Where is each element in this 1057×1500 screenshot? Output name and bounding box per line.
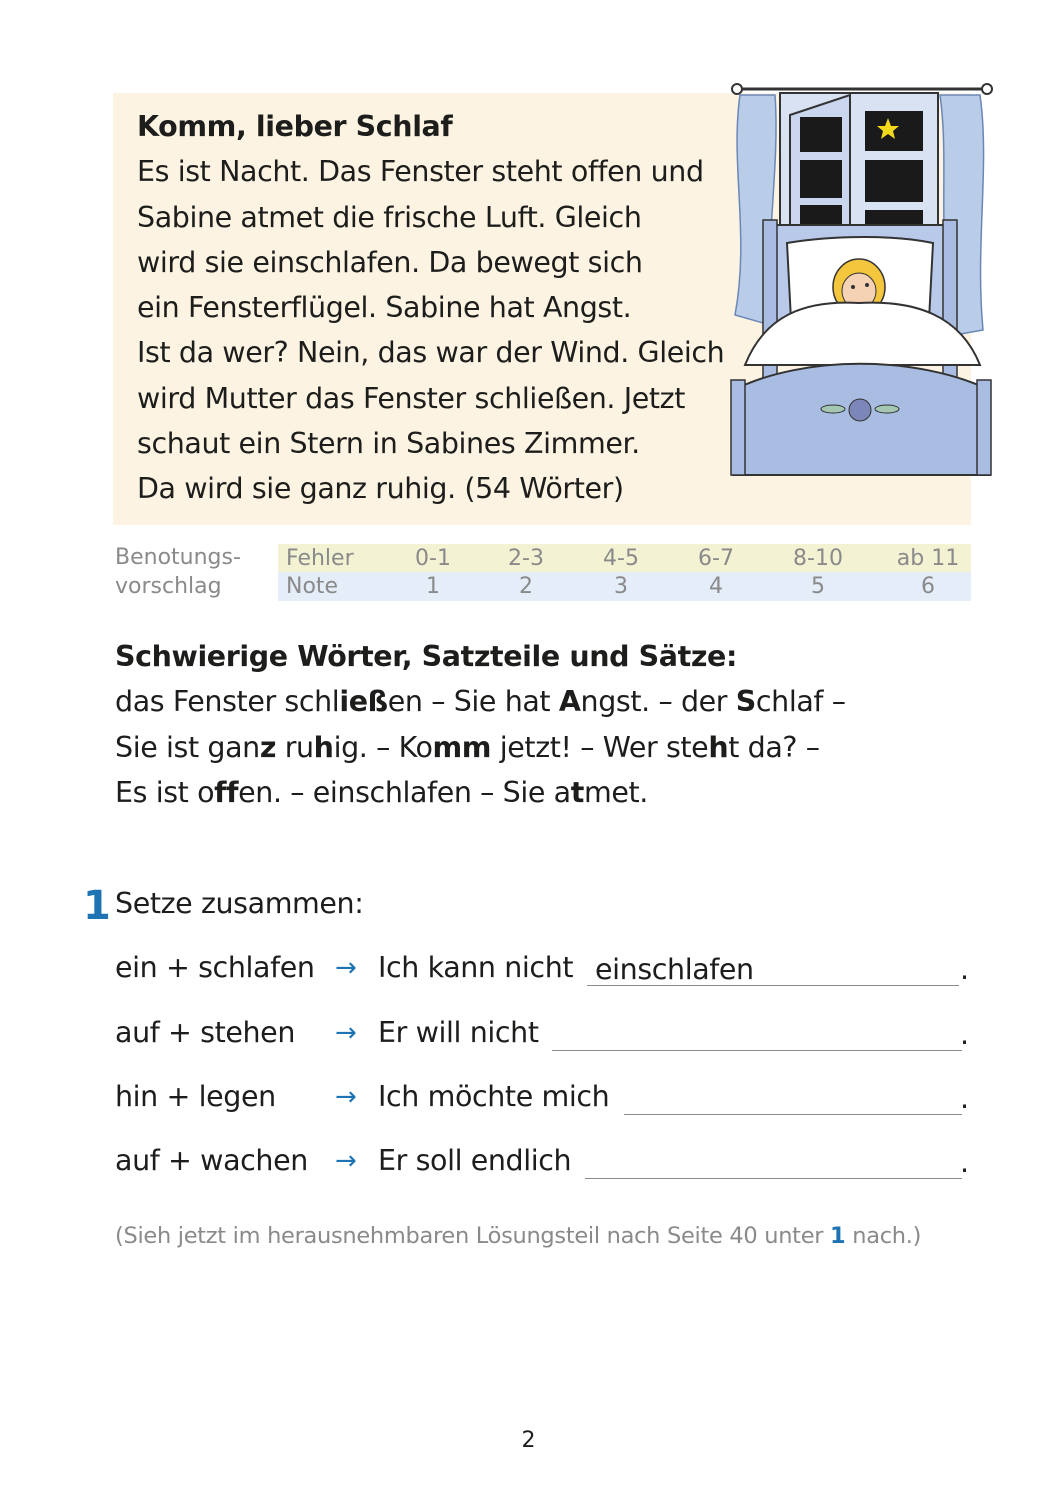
notes-cell: 2 bbox=[519, 574, 533, 599]
text-segment: das Fenster schl bbox=[115, 685, 340, 719]
story-title: Komm, lieber Schlaf bbox=[137, 110, 453, 143]
exercise-row bbox=[115, 1011, 975, 1055]
notes-row bbox=[278, 572, 971, 601]
story-line: Es ist Nacht. Das Fenster steht offen und bbox=[137, 155, 704, 189]
solution-hint-text: nach.) bbox=[845, 1223, 922, 1249]
arrow-right-icon: → bbox=[335, 953, 357, 983]
grading-label-line: vorschlag bbox=[115, 574, 222, 599]
text-segment: Sie ist gan bbox=[115, 730, 260, 764]
solution-hint-number: 1 bbox=[830, 1223, 846, 1249]
notes-cell: 6 bbox=[921, 574, 935, 599]
text-segment: met. bbox=[583, 775, 648, 809]
bedroom-illustration bbox=[725, 75, 997, 480]
exercise-row bbox=[115, 1075, 975, 1119]
hard-words-line bbox=[115, 770, 915, 815]
errors-cell: 8-10 bbox=[793, 546, 843, 571]
exercise-sentence: Er soll endlich bbox=[378, 1144, 572, 1177]
story-line: Sabine atmet die frische Luft. Gleich bbox=[137, 200, 642, 234]
highlighted-letters: t bbox=[570, 775, 584, 809]
highlighted-letters: h bbox=[708, 730, 729, 764]
errors-row bbox=[278, 544, 971, 573]
story-line: ein Fensterflügel. Sabine hat Angst. bbox=[137, 291, 632, 325]
highlighted-letters: ieß bbox=[339, 685, 388, 719]
highlighted-letters: z bbox=[259, 730, 277, 764]
errors-cell: 6-7 bbox=[698, 546, 734, 571]
sentence-period: . bbox=[960, 1018, 969, 1051]
text-segment: ngst. – der bbox=[580, 685, 736, 719]
exercise-prompt: hin + legen bbox=[115, 1080, 276, 1113]
grading-label bbox=[115, 543, 241, 601]
exercise-prompt: ein + schlafen bbox=[115, 951, 315, 984]
text-segment: t da? – bbox=[728, 730, 820, 764]
story-line: wird sie einschlafen. Da bewegt sich bbox=[137, 245, 643, 279]
arrow-right-icon: → bbox=[335, 1082, 357, 1112]
text-segment: jetzt! – Wer ste bbox=[491, 730, 709, 764]
exercise-sentence: Ich kann nicht bbox=[378, 951, 574, 984]
notes-cell: 3 bbox=[614, 574, 628, 599]
errors-cell: 0-1 bbox=[415, 546, 451, 571]
answer-blank[interactable] bbox=[585, 1143, 962, 1179]
text-segment: Es ist o bbox=[115, 775, 215, 809]
story-line: Da wird sie ganz ruhig. (54 Wörter) bbox=[137, 472, 624, 506]
story-line: schaut ein Stern in Sabines Zimmer. bbox=[137, 427, 640, 461]
story-line: wird Mutter das Fenster schließen. Jetzt bbox=[137, 381, 686, 415]
exercise-prompt: auf + stehen bbox=[115, 1016, 295, 1049]
hard-words-line bbox=[115, 725, 915, 770]
highlighted-letters: mm bbox=[432, 730, 492, 764]
grading-table bbox=[113, 542, 971, 602]
notes-header: Note bbox=[286, 574, 339, 599]
arrow-right-icon: → bbox=[335, 1018, 357, 1048]
answer-blank[interactable]: einschlafen bbox=[587, 950, 959, 986]
errors-header: Fehler bbox=[286, 546, 354, 571]
highlighted-letters: h bbox=[313, 730, 334, 764]
text-segment: ig. – Ko bbox=[333, 730, 433, 764]
exercise-sentence: Er will nicht bbox=[378, 1016, 539, 1049]
exercise-title: Setze zusammen: bbox=[115, 887, 364, 920]
highlighted-letters: S bbox=[735, 685, 756, 719]
errors-cell: 4-5 bbox=[603, 546, 639, 571]
hard-words-section bbox=[115, 634, 915, 815]
text-segment: ru bbox=[276, 730, 314, 764]
exercise-row bbox=[115, 946, 975, 990]
errors-cell: 2-3 bbox=[508, 546, 544, 571]
exercise-sentence: Ich möchte mich bbox=[378, 1080, 610, 1113]
hard-words-line bbox=[115, 679, 915, 724]
sentence-period: . bbox=[960, 1082, 969, 1115]
errors-cell: ab 11 bbox=[896, 546, 960, 571]
exercise-prompt: auf + wachen bbox=[115, 1144, 308, 1177]
answer-blank[interactable] bbox=[624, 1079, 962, 1115]
grading-label-line: Benotungs- bbox=[115, 545, 241, 570]
story-text bbox=[137, 104, 737, 512]
notes-cell: 1 bbox=[426, 574, 440, 599]
notes-cell: 4 bbox=[709, 574, 723, 599]
answer-blank[interactable] bbox=[552, 1015, 962, 1051]
text-segment: en. – einschlafen – Sie a bbox=[238, 775, 571, 809]
sentence-period: . bbox=[960, 953, 969, 986]
story-line: Ist da wer? Nein, das war der Wind. Gleich bbox=[137, 336, 725, 370]
page-number: 2 bbox=[521, 1428, 536, 1453]
highlighted-letters: A bbox=[558, 685, 581, 719]
notes-cell: 5 bbox=[811, 574, 825, 599]
girl-in-bed-icon bbox=[725, 75, 997, 480]
highlighted-letters: ff bbox=[214, 775, 239, 809]
exercise-number: 1 bbox=[83, 883, 111, 929]
text-segment: en – Sie hat bbox=[387, 685, 559, 719]
sentence-period: . bbox=[960, 1146, 969, 1179]
text-segment: chlaf – bbox=[755, 685, 846, 719]
arrow-right-icon: → bbox=[335, 1146, 357, 1176]
exercise-row bbox=[115, 1139, 975, 1183]
solution-hint-text: (Sieh jetzt im herausnehmbaren Lösungsteil nach Seite 40 unter bbox=[115, 1223, 831, 1249]
hard-words-title: Schwierige Wörter, Satzteile und Sätze: bbox=[115, 640, 737, 673]
solution-hint bbox=[115, 1220, 921, 1252]
